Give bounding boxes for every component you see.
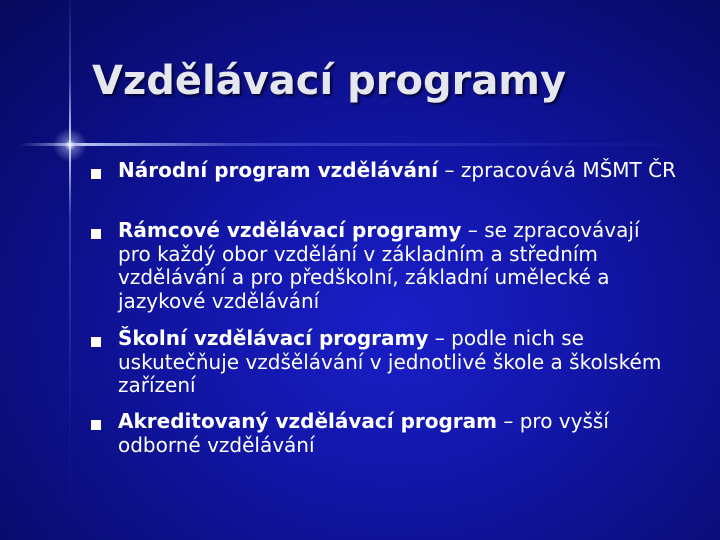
list-item-description: – zpracovává MŠMT ČR xyxy=(438,158,676,182)
list-item-text xyxy=(118,219,678,313)
slide-title: Vzdělávací programy xyxy=(92,58,567,104)
list-item-term: Školní vzdělávací programy xyxy=(118,326,429,350)
square-bullet-icon xyxy=(91,420,101,430)
list-item-term: Národní program vzdělávání xyxy=(118,158,439,182)
list-item-text xyxy=(118,159,678,183)
list-item-term: Rámcové vzdělávací programy xyxy=(118,218,462,242)
list-item-text xyxy=(118,410,678,457)
list-item-text xyxy=(118,327,678,398)
square-bullet-icon xyxy=(91,337,101,347)
list-item-term: Akreditovaný vzdělávací program xyxy=(118,409,498,433)
square-bullet-icon xyxy=(91,229,101,239)
list-item-description: – se zpracovávají pro každý obor vzdělání v základním a středním vzdělávání a pro předškolní, základní umělecké a jazykové vzdělávání xyxy=(118,218,640,313)
list-item-description: – podle nich se uskutečňuje vzdšělávání v jednotlivé škole a školském zařízení xyxy=(118,326,662,397)
square-bullet-icon xyxy=(91,169,101,179)
list-item-description: – pro vyšší odborné vzdělávání xyxy=(118,409,609,457)
